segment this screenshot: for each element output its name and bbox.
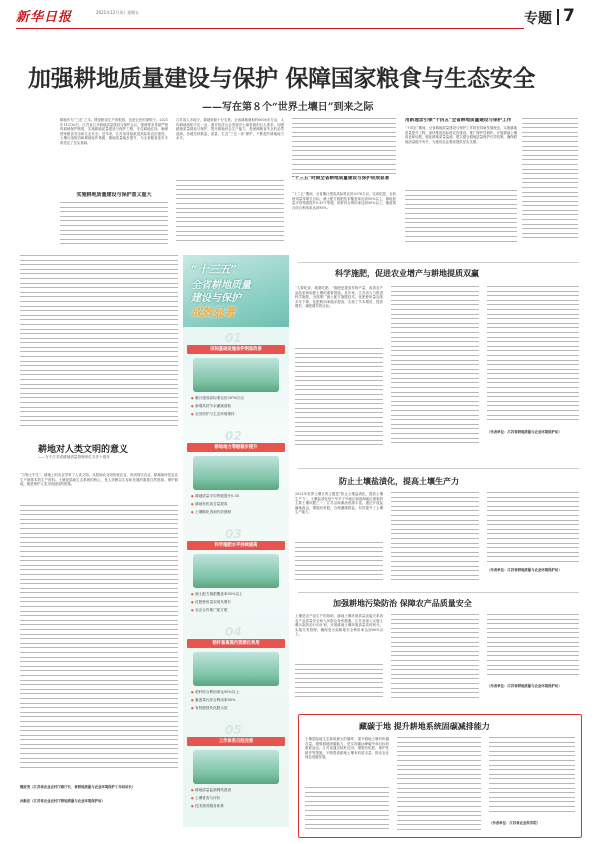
article-a-signature-1: 魏家茂（江苏省农业农村厅副厅长、省耕地质量与农业环境保护工作站站长） — [20, 785, 136, 789]
infographic-item — [191, 403, 283, 410]
article-e-col3-lines — [489, 737, 575, 817]
infographic-sections — [183, 331, 289, 827]
col3-subhead: “十三五”时期全省耕地质量建设与保护成效显著 — [292, 176, 390, 181]
bullet-icon: ● — [191, 396, 194, 400]
article-a-body: “万物土中生”，耕地上的农业孕育了人类文明。从原始农业到传统农业，再到现代农业，耕地始终是农业生产最基本的生产资料。土壤是陆地生态系统的核心，是人类赖以生存和发展的重要自然资源。保护耕地，就是保护人类文明延续的根基。 — [20, 473, 178, 487]
article-d-body-lines — [295, 664, 383, 702]
masthead — [0, 0, 599, 34]
bullet-icon: ● — [191, 788, 194, 792]
infographic-item-text: 农企合作推广配方肥 — [195, 608, 228, 612]
banner-title-4: 成效显著 — [191, 306, 235, 319]
masthead-rule — [16, 28, 524, 29]
infographic-section-title: 工作体系日趋完善 — [187, 737, 285, 746]
infographic-section-number: 04 — [225, 625, 242, 639]
article-a-byline: ——写于江苏省耕地质量管理单位方法十周年 — [38, 455, 110, 459]
col4 — [405, 118, 517, 248]
article-d-body: 土壤是农产品生产的基础，耕地土壤环境质量直接关系到农产品质量安全和人民群众身体健康。江苏省深入实施土壤污染防治行动计划，开展耕地土壤环境质量类别划分，实施分类管理，确保受污染耕地安全利用率达到90%以上。 — [295, 614, 383, 637]
bullet-icon: ● — [191, 690, 194, 694]
col3-body: “十三五”期间，全省累计建成高标准农田2076万亩，完成化肥、农药使用量零增长目标，测土配方施肥技术覆盖率达到95%以上，耕地质量平均等级提升0.35个等级，秸秆综合利用率达到95%以上，畜禽粪污综合利用率达到95%。 — [292, 192, 396, 210]
infographic-item — [191, 787, 283, 794]
col1-subhead: 实施耕地质量建设与保护意义重大 — [76, 192, 152, 198]
col5-body-lines — [522, 118, 578, 248]
infographic-section-number: 05 — [225, 723, 242, 737]
infographic-section-number: 02 — [225, 429, 242, 443]
infographic-item-text: 耕地质量平均等级提升0.35 — [195, 494, 240, 498]
infographic-item — [191, 795, 283, 802]
infographic-section-number: 01 — [225, 331, 242, 345]
article-c — [295, 476, 579, 584]
infographic-item-text: 累计建成高标准农田2076万亩 — [195, 396, 244, 400]
infographic-item — [191, 591, 283, 598]
col2-body-lead: 江苏省人多地少，耕地资源十分宝贵。全省耕地面积约6000多万亩，人均耕地面积不足一亩。面对经济社会发展对土地资源的巨大需求，加强耕地质量建设与保护，提升耕地综合生产能力，是保障粮食安全的必然选择。各地坚持数量、质量、生态“三位一体”保护，不断提升耕地地力水平。 — [176, 118, 284, 141]
infographic-item — [191, 395, 283, 402]
col3-body-lines-top — [292, 118, 396, 178]
infographic-item — [191, 411, 283, 418]
divider-b-c — [298, 468, 579, 469]
bullet-icon: ● — [191, 796, 194, 800]
article-b-body: “人要吃饭，地要吃肥。”施肥是提高作物产量、改善农产品品质和培肥土壤的重要措施。近年来，江苏省大力推进科学施肥，全面推广测土配方施肥技术，化肥使用量连续多年下降，化肥利用率稳步提高，实现了节本增效、提质增效、减肥增效的目标。 — [295, 286, 383, 309]
infographic-item — [191, 509, 283, 516]
infographic-item-text: 有机肥替代化肥示范 — [195, 706, 228, 710]
article-d-col3-lines — [487, 614, 579, 682]
infographic-item-text: 农田防护与生态环境保持 — [195, 412, 235, 416]
col4-body: “十四五”期间，全省耕地质量建设与保护工作将坚持新发展理念，实施耕地质量提升工程，加快推进高标准农田建设，推广保护性耕作，开展耕地土壤改良和培肥，强化耕地质量监测，建立健全耕地质量保护长效机制，确保耕地质量稳中有升，为建设农业强省提供坚实支撑。 — [405, 126, 517, 144]
infographic-section-title: 科学施肥水平持续提高 — [187, 541, 285, 550]
infographic-item-text: 耕地质量监测网络建成 — [195, 788, 232, 792]
infographic-item — [191, 705, 283, 712]
article-b — [295, 268, 579, 454]
bullet-icon: ● — [191, 592, 194, 596]
col1-body-lead: 耕地作为“三农”之本，既是粮食生产的根基，也是农民的命根子。2021年11月30日，江苏省召开耕地质量建设与保护会议，强调要坚持最严格的耕地保护制度，实施耕地质量建设与保护工程，守住耕地红线，确保国家粮食安全和生态安全。近年来，江苏省持续推进高标准农田建设、土壤污染防治和耕地轮作休耕，耕地质量稳步提升，为全省粮食连年丰收奠定了坚实基础。 — [60, 118, 168, 145]
infographic-section — [187, 429, 285, 521]
infographic-section — [187, 527, 285, 619]
section-label: 专题 — [524, 11, 552, 27]
bullet-icon: ● — [191, 804, 194, 808]
infographic-section — [187, 625, 285, 717]
article-d — [295, 598, 579, 702]
bullet-icon: ● — [191, 412, 194, 416]
infographic-section-title: 秸秆畜禽粪污资源化利用 — [187, 639, 285, 648]
banner-title-1: “十三五” — [191, 263, 237, 276]
col1-body-lines — [60, 202, 168, 248]
article-c-col3-lines — [487, 492, 579, 564]
infographic-section — [187, 723, 285, 815]
article-a-lead-lines — [20, 255, 178, 435]
page-number: 7 — [563, 6, 575, 26]
divider-c-d — [298, 592, 579, 593]
infographic-section-title: 耕地地力等级稳步提升 — [187, 443, 285, 452]
article-e-body: 土壤是陆地生态系统最大的碳库。提升耕地土壤有机碳含量，增强耕地固碳能力，是实现碳达峰碳中和目标的重要途径。江苏省通过秸秆还田、增施有机肥、保护性耕作等措施，不断提高耕地土壤有机质含量，推动农业绿色低碳发展。 — [305, 737, 389, 760]
article-e-body-lines — [305, 787, 389, 833]
col2 — [176, 118, 284, 248]
col3 — [292, 118, 396, 248]
article-c-body: 2021年世界土壤日的主题是“防止土壤盐渍化，提高土壤生产力”。土壤盐渍化是干旱半干旱地区和滨海地区面临的主要土壤问题之一。江苏沿海滩涂资源丰富，通过开展盐碱地改良，增施有机肥，合理灌溉排盐，有效提升了土壤生产能力。 — [295, 492, 383, 515]
infographic-item — [191, 689, 283, 696]
article-b-signature: （作者单位：江苏省耕地质量与农业环境保护站） — [487, 430, 562, 434]
infographic-item-text: 新增高效节水灌溉面积 — [195, 404, 232, 408]
col4-body-lines — [405, 190, 517, 248]
bullet-icon: ● — [191, 404, 194, 408]
infographic-item-text: 化肥使用量实现负增长 — [195, 600, 232, 604]
infographic-item-text: 测土配方施肥覆盖率95%以上 — [195, 592, 243, 596]
infographic-section-illustration — [193, 554, 279, 588]
infographic-item-text: 土壤酸化得到有效遏制 — [195, 510, 232, 514]
bullet-icon: ● — [191, 494, 194, 498]
infographic-section-number: 03 — [225, 527, 242, 541]
col1 — [60, 118, 168, 248]
section-divider — [557, 9, 559, 25]
article-b-title: 科学施肥，促进农业增产与耕地提质双赢 — [335, 268, 479, 278]
infographic-item-text: 土壤普查与评价 — [195, 796, 221, 800]
article-b-col3-lines — [487, 286, 579, 426]
infographic-section-illustration — [193, 358, 279, 392]
article-c-col2-lines — [391, 492, 479, 584]
bullet-icon: ● — [191, 510, 194, 514]
divider-top-articles — [298, 262, 579, 263]
infographic-item — [191, 599, 283, 606]
infographic-section-illustration — [193, 652, 279, 686]
article-e — [298, 714, 582, 838]
infographic-item-text: 秸秆综合利用率达95%以上 — [195, 690, 240, 694]
infographic-item — [191, 493, 283, 500]
banner-title-2: 全省耕地质量 — [191, 280, 251, 291]
article-a-body-lines — [20, 505, 178, 775]
article-b-body-lines — [295, 348, 383, 452]
article-e-signature: （作者单位：江苏省农业科学院） — [489, 821, 540, 825]
infographic-section-illustration — [193, 750, 279, 784]
infographic-section-title: 田间基础设施条件明显改善 — [187, 345, 285, 354]
masthead-logo: 新华日报 — [16, 10, 73, 25]
infographic-item-text: 技术指导服务体系 — [195, 804, 224, 808]
page-subtitle: ——写在第８个“世界土壤日”到来之际 — [202, 102, 374, 113]
article-d-signature: （作者单位：江苏省耕地质量与农业环境保护站） — [487, 684, 562, 688]
page-title: 加强耕地质量建设与保护 保障国家粮食与生态安全 — [28, 66, 536, 92]
infographic-section — [187, 331, 285, 423]
article-c-body-lines — [295, 542, 383, 584]
col4-subhead: 用新理念引领“十四五”全省耕地质量建设与保护工作 — [405, 118, 512, 123]
article-a-signature-2: 孙新忠（江苏省农业农村厅耕地质量与农业环境保护站） — [20, 799, 105, 803]
bullet-icon: ● — [191, 608, 194, 612]
col2-body-lines — [176, 180, 284, 248]
infographic-banner — [183, 255, 289, 327]
bullet-icon: ● — [191, 600, 194, 604]
infographic-item — [191, 607, 283, 614]
infographic-item-text: 畜禽粪污综合利用率95% — [195, 698, 236, 702]
infographic-item — [191, 501, 283, 508]
article-a-title: 耕地对人类文明的意义 — [38, 445, 129, 455]
infographic-item-text: 耕地有机质含量提高 — [195, 502, 228, 506]
article-b-col2-lines — [391, 286, 479, 452]
article-e-col2-lines — [397, 737, 481, 833]
article-a — [20, 255, 178, 815]
article-d-col2-lines — [391, 614, 479, 702]
bullet-icon: ● — [191, 502, 194, 506]
article-c-title: 防止土壤盐渍化，提高土壤生产力 — [339, 476, 459, 486]
infographic — [183, 255, 289, 827]
article-d-title: 加强耕地污染防治 保障农产品质量安全 — [333, 598, 472, 608]
article-c-signature: （作者单位：江苏省耕地质量与农业环境保护站） — [487, 568, 562, 572]
banner-title-3: 建设与保护 — [191, 293, 241, 304]
infographic-section-illustration — [193, 456, 279, 490]
infographic-item — [191, 803, 283, 810]
article-e-title: 藏碳于地 提升耕地系统固碳减排能力 — [359, 721, 490, 731]
bullet-icon: ● — [191, 706, 194, 710]
infographic-item — [191, 697, 283, 704]
bullet-icon: ● — [191, 698, 194, 702]
masthead-date: 2021年12月3日 星期五 — [96, 10, 140, 15]
